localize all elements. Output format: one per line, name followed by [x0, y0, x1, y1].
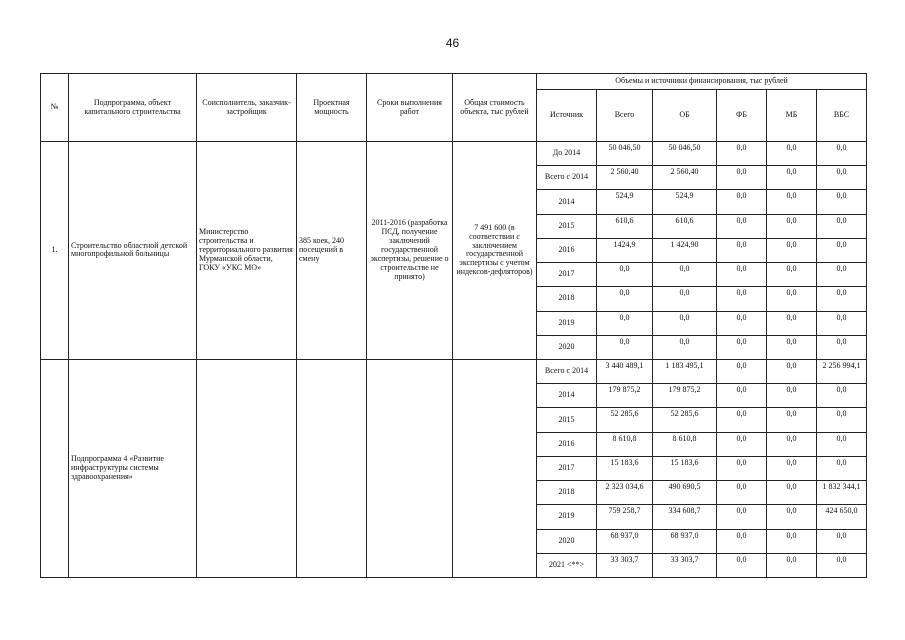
cell-vbs: 0,0 — [817, 190, 867, 214]
cell-ob: 0,0 — [653, 263, 717, 287]
cell-total: 0,0 — [597, 287, 653, 311]
cell-mb: 0,0 — [767, 166, 817, 190]
section-cost — [453, 359, 537, 577]
header-capacity: Проектная мощность — [297, 74, 367, 142]
cell-source: 2014 — [537, 384, 597, 408]
header-cost: Общая стоимость объекта, тыс рублей — [453, 74, 537, 142]
cell-vbs: 0,0 — [817, 238, 867, 262]
header-no: № — [41, 74, 69, 142]
cell-total: 524,9 — [597, 190, 653, 214]
section-name: Строительство областной детской многопрофильной больницы — [69, 142, 197, 360]
cell-vbs: 0,0 — [817, 142, 867, 166]
cell-fb: 0,0 — [717, 287, 767, 311]
cell-vbs: 0,0 — [817, 432, 867, 456]
cell-mb: 0,0 — [767, 553, 817, 577]
section-terms: 2011-2016 (разработка ПСД, получение заключений государственной экспертизы, решение о строительстве не принято) — [367, 142, 453, 360]
cell-ob: 610,6 — [653, 214, 717, 238]
cell-mb: 0,0 — [767, 481, 817, 505]
cell-source: 2018 — [537, 481, 597, 505]
cell-source: 2016 — [537, 238, 597, 262]
header-total: Всего — [597, 90, 653, 142]
cell-ob: 0,0 — [653, 287, 717, 311]
section-capacity — [297, 359, 367, 577]
cell-ob: 0,0 — [653, 311, 717, 335]
cell-fb: 0,0 — [717, 359, 767, 383]
cell-source: 2020 — [537, 529, 597, 553]
header-name: Подпрограмма, объект капитального строительства — [69, 74, 197, 142]
header-source: Источник — [537, 90, 597, 142]
cell-mb: 0,0 — [767, 214, 817, 238]
cell-fb: 0,0 — [717, 263, 767, 287]
cell-fb: 0,0 — [717, 142, 767, 166]
header-ob: ОБ — [653, 90, 717, 142]
cell-ob: 33 303,7 — [653, 553, 717, 577]
cell-ob: 1 183 495,1 — [653, 359, 717, 383]
header-executor: Соисполнитель, заказчик-застройщик — [197, 74, 297, 142]
cell-mb: 0,0 — [767, 432, 817, 456]
cell-ob: 2 560,40 — [653, 166, 717, 190]
cell-fb: 0,0 — [717, 166, 767, 190]
cell-vbs: 0,0 — [817, 166, 867, 190]
table-row — [41, 142, 867, 166]
cell-source: 2019 — [537, 505, 597, 529]
cell-fb: 0,0 — [717, 238, 767, 262]
cell-total: 2 323 034,6 — [597, 481, 653, 505]
cell-mb: 0,0 — [767, 456, 817, 480]
cell-vbs: 0,0 — [817, 263, 867, 287]
cell-fb: 0,0 — [717, 214, 767, 238]
section-executor — [197, 359, 297, 577]
cell-ob: 524,9 — [653, 190, 717, 214]
cell-vbs: 0,0 — [817, 553, 867, 577]
cell-mb: 0,0 — [767, 263, 817, 287]
cell-ob: 50 046,50 — [653, 142, 717, 166]
cell-source: 2021 <**> — [537, 553, 597, 577]
cell-total: 1424,9 — [597, 238, 653, 262]
cell-ob: 8 610,8 — [653, 432, 717, 456]
cell-ob: 15 183,6 — [653, 456, 717, 480]
section-cost: 7 491 600 (в соответствии с заключением государственной экспертизы с учетом индексов-дефляторов) — [453, 142, 537, 360]
section-terms — [367, 359, 453, 577]
cell-total: 2 560,40 — [597, 166, 653, 190]
cell-source: 2015 — [537, 214, 597, 238]
cell-fb: 0,0 — [717, 505, 767, 529]
cell-vbs: 0,0 — [817, 408, 867, 432]
table-body — [41, 142, 867, 578]
cell-fb: 0,0 — [717, 481, 767, 505]
cell-mb: 0,0 — [767, 335, 817, 359]
cell-source: 2017 — [537, 456, 597, 480]
cell-source: До 2014 — [537, 142, 597, 166]
header-fb: ФБ — [717, 90, 767, 142]
cell-mb: 0,0 — [767, 311, 817, 335]
cell-total: 33 303,7 — [597, 553, 653, 577]
header-mb: МБ — [767, 90, 817, 142]
cell-total: 0,0 — [597, 311, 653, 335]
cell-vbs: 424 650,0 — [817, 505, 867, 529]
cell-vbs: 0,0 — [817, 335, 867, 359]
cell-total: 50 046,50 — [597, 142, 653, 166]
cell-total: 15 183,6 — [597, 456, 653, 480]
cell-mb: 0,0 — [767, 142, 817, 166]
section-number — [41, 359, 69, 577]
financing-table — [40, 73, 867, 578]
cell-fb: 0,0 — [717, 408, 767, 432]
cell-source: 2020 — [537, 335, 597, 359]
cell-ob: 0,0 — [653, 335, 717, 359]
cell-ob: 490 690,5 — [653, 481, 717, 505]
cell-fb: 0,0 — [717, 384, 767, 408]
cell-vbs: 0,0 — [817, 287, 867, 311]
cell-source: Всего с 2014 — [537, 166, 597, 190]
cell-ob: 179 875,2 — [653, 384, 717, 408]
cell-fb: 0,0 — [717, 456, 767, 480]
page-number: 46 — [445, 36, 460, 50]
cell-total: 0,0 — [597, 335, 653, 359]
cell-total: 52 285,6 — [597, 408, 653, 432]
cell-ob: 68 937,0 — [653, 529, 717, 553]
cell-total: 759 258,7 — [597, 505, 653, 529]
cell-source: 2015 — [537, 408, 597, 432]
cell-fb: 0,0 — [717, 335, 767, 359]
cell-vbs: 0,0 — [817, 384, 867, 408]
cell-source: 2016 — [537, 432, 597, 456]
cell-ob: 334 608,7 — [653, 505, 717, 529]
cell-ob: 52 285,6 — [653, 408, 717, 432]
header-terms: Сроки выполнения работ — [367, 74, 453, 142]
cell-fb: 0,0 — [717, 529, 767, 553]
cell-source: 2014 — [537, 190, 597, 214]
header-financing: Объемы и источники финансирования, тыс рублей — [537, 74, 867, 90]
cell-vbs: 1 832 344,1 — [817, 481, 867, 505]
section-executor: Министерство строительства и территориального развития Мурманской области, ГОКУ «УКС МО» — [197, 142, 297, 360]
cell-total: 8 610,8 — [597, 432, 653, 456]
cell-mb: 0,0 — [767, 359, 817, 383]
cell-mb: 0,0 — [767, 529, 817, 553]
cell-total: 3 440 489,1 — [597, 359, 653, 383]
cell-total: 179 875,2 — [597, 384, 653, 408]
cell-vbs: 0,0 — [817, 529, 867, 553]
table-row — [41, 359, 867, 383]
cell-vbs: 2 256 994,1 — [817, 359, 867, 383]
cell-source: 2018 — [537, 287, 597, 311]
cell-total: 0,0 — [597, 263, 653, 287]
cell-fb: 0,0 — [717, 311, 767, 335]
cell-source: 2019 — [537, 311, 597, 335]
header-vbs: ВБС — [817, 90, 867, 142]
section-capacity: 385 коек, 240 посещений в смену — [297, 142, 367, 360]
cell-vbs: 0,0 — [817, 214, 867, 238]
cell-ob: 1 424,90 — [653, 238, 717, 262]
cell-mb: 0,0 — [767, 408, 817, 432]
cell-vbs: 0,0 — [817, 311, 867, 335]
cell-source: Всего с 2014 — [537, 359, 597, 383]
section-number: 1. — [41, 142, 69, 360]
cell-total: 68 937,0 — [597, 529, 653, 553]
cell-fb: 0,0 — [717, 432, 767, 456]
cell-source: 2017 — [537, 263, 597, 287]
cell-vbs: 0,0 — [817, 456, 867, 480]
cell-mb: 0,0 — [767, 238, 817, 262]
cell-total: 610,6 — [597, 214, 653, 238]
cell-fb: 0,0 — [717, 190, 767, 214]
cell-mb: 0,0 — [767, 384, 817, 408]
cell-mb: 0,0 — [767, 287, 817, 311]
cell-mb: 0,0 — [767, 505, 817, 529]
cell-mb: 0,0 — [767, 190, 817, 214]
section-name: Подпрограмма 4 «Развитие инфраструктуры системы здравоохранения» — [69, 359, 197, 577]
cell-fb: 0,0 — [717, 553, 767, 577]
